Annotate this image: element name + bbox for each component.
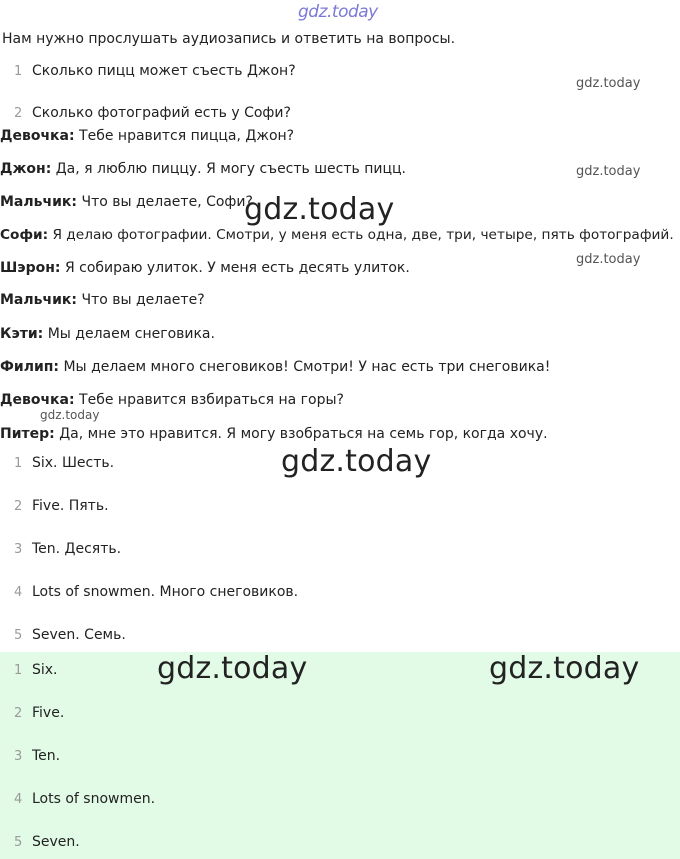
watermark: gdz.today [576, 252, 641, 267]
dialogue-line: Девочка: Тебе нравится взбираться на горы? [0, 392, 344, 408]
watermark: gdz.today [576, 76, 641, 91]
answer-item: 5 Seven. Семь. [14, 627, 126, 643]
dialogue-line: Шэрон: Я собираю улиток. У меня есть десять улиток. [0, 260, 410, 276]
watermark: gdz.today [157, 651, 308, 686]
dialogue-line: Девочка: Тебе нравится пицца, Джон? [0, 128, 295, 144]
intro-text: Нам нужно прослушать аудиозапись и ответить на вопросы. [2, 31, 456, 47]
answer-item: 3 Ten. [14, 748, 61, 764]
watermark: gdz.today [489, 651, 640, 686]
dialogue-line: Мальчик: Что вы делаете? [0, 292, 205, 308]
answer-item: 2 Five. Пять. [14, 498, 109, 514]
question-item: 2 Сколько фотографий есть у Софи? [14, 105, 291, 121]
answer-item: 1 Six. [14, 662, 58, 678]
answer-item: 4 Lots of snowmen. [14, 791, 156, 807]
dialogue-line: Кэти: Мы делаем снеговика. [0, 326, 215, 342]
answer-item: 2 Five. [14, 705, 65, 721]
dialogue-line: Питер: Да, мне это нравится. Я могу взобраться на семь гор, когда хочу. [0, 426, 548, 442]
watermark: gdz.today [244, 192, 395, 227]
dialogue-line: Джон: Да, я люблю пиццу. Я могу съесть шесть пицц. [0, 161, 406, 177]
answer-item: 5 Seven. [14, 834, 80, 850]
dialogue-line: Софи: Я делаю фотографии. Смотри, у меня есть одна, две, три, четыре, пять фотографий. [0, 227, 674, 243]
dialogue-line: Мальчик: Что вы делаете, Софи? [0, 194, 253, 210]
watermark: gdz.today [576, 164, 641, 179]
dialogue-line: Филип: Мы делаем много снеговиков! Смотри! У нас есть три снеговика! [0, 359, 551, 375]
answer-item: 1 Six. Шесть. [14, 455, 115, 471]
answer-item: 3 Ten. Десять. [14, 541, 122, 557]
answer-item: 4 Lots of snowmen. Много снеговиков. [14, 584, 299, 600]
watermark: gdz.today [40, 408, 100, 422]
question-item: 1 Сколько пицц может съесть Джон? [14, 63, 296, 79]
watermark: gdz.today [281, 444, 432, 479]
site-logo: gdz.today [298, 2, 378, 22]
